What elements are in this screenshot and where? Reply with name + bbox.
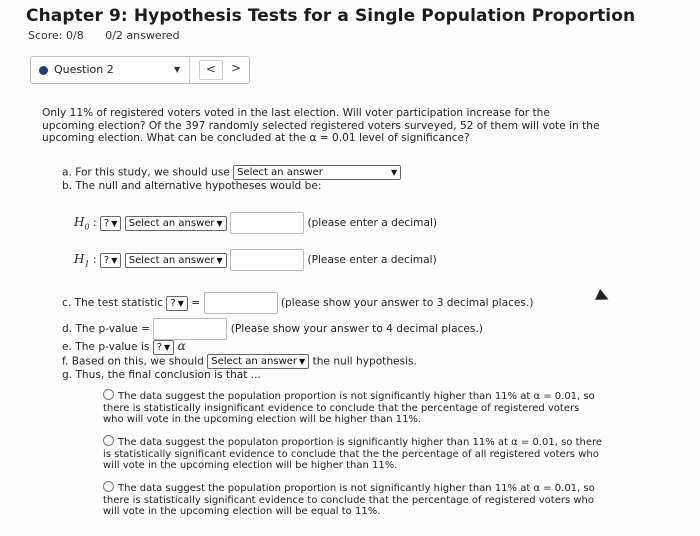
chevron-down-icon: ▼ [216,218,223,228]
part-d-text: d. The p-value = [62,323,150,335]
caret-down-icon: ▼ [174,65,181,74]
h0-row [74,212,437,234]
h0-symbol [74,215,90,232]
h0-parameter-select-value: Select an answer [128,217,215,229]
h1-subscript: 1 [84,259,90,269]
h0-value-input[interactable] [230,212,304,234]
h1-colon: : [92,254,97,266]
radio-button-icon[interactable] [103,435,114,446]
h1-symbol-select[interactable] [100,253,121,268]
h1-letter: H [74,252,85,266]
radio-button-icon[interactable] [103,481,114,492]
radio-button-icon[interactable] [103,389,114,400]
answered-text: 0/2 answered [105,29,180,42]
decision-select-value: Select an answer [211,356,298,367]
test-statistic-select-value: ? [170,297,176,309]
part-f-suffix: the null hypothesis. [312,355,417,368]
chevron-down-icon: ▼ [177,298,184,308]
conclusion-option-3[interactable] [103,481,603,518]
h0-symbol-select[interactable] [100,216,121,231]
chevron-down-icon: ▼ [164,342,171,352]
next-question-button[interactable]: > [230,61,242,75]
p-value-comparison-select-value: ? [156,341,163,353]
h1-parameter-select-value: Select an answer [128,254,215,266]
part-a-text: a. For this study, we should use [62,166,230,179]
conclusion-option-2[interactable] [103,435,603,472]
h0-subscript: 0 [84,222,90,232]
part-f-text: f. Based on this, we should [62,355,204,368]
test-type-select-value: Select an answer [237,167,323,178]
h0-parameter-select[interactable] [125,216,227,231]
h1-hint: (Please enter a decimal) [307,254,437,266]
previous-question-button[interactable]: < [199,60,223,80]
h0-hint: (please enter a decimal) [307,217,438,229]
problem-text: Only 11% of registered voters voted in the last election. Will voter participation increase for the upcoming election? Of the 397 randomly selected registered voters surveyed, 52 of them will vote in the upcoming election. What can be concluded at the α = 0.01 level of significance? [42,107,600,144]
part-a [62,165,401,180]
chevron-down-icon: ▼ [216,255,223,265]
p-value-comparison-select[interactable] [153,340,174,355]
h0-letter: H [74,215,85,229]
h1-value-input[interactable] [230,249,304,271]
h1-row [74,249,437,271]
conclusion-option-1-text: The data suggest the population proportion is not significantly higher than 11% at α = 0.01, so there is statistically insignificant evidence to conclude that the percentage of registered voters who will vote in the upcoming election will be higher than 11%. [103,391,595,425]
mouse-cursor-icon [595,289,611,305]
part-e [62,339,186,355]
part-f [62,354,417,369]
score-text: Score: 0/8 [28,29,84,42]
h1-parameter-select[interactable] [125,253,227,268]
chevron-down-icon: ▼ [299,357,306,366]
h0-symbol-select-value: ? [103,217,110,229]
p-value-input[interactable] [153,318,227,340]
part-c [62,292,533,314]
question-status-dot-icon [39,66,48,75]
part-e-text: e. The p-value is [62,341,150,353]
test-statistic-input[interactable] [204,292,278,314]
test-statistic-select[interactable] [166,296,187,311]
h1-symbol-select-value: ? [103,254,110,266]
chevron-down-icon: ▼ [390,168,398,177]
part-d [62,318,483,340]
alpha-symbol: α [177,339,186,353]
part-d-hint: (Please show your answer to 4 decimal places.) [230,323,483,335]
conclusion-option-3-text: The data suggest the population proportion is not significantly higher than 11% at α = 0.01, so there is statistically significant evidence to conclude that the percentage of registered voters who will vote in the upcoming election will be equal to 11%. [103,483,595,517]
page-title: Chapter 9: Hypothesis Tests for a Single Population Proportion [26,6,636,26]
question-nav [30,56,250,84]
score-line [28,29,198,42]
chevron-down-icon: ▼ [111,218,118,228]
conclusion-option-1[interactable] [103,389,603,426]
question-select-label: Question 2 [54,63,114,76]
decision-select[interactable] [207,354,309,369]
part-c-text: c. The test statistic [62,297,164,309]
h1-symbol [74,252,90,269]
part-c-hint: (please show your answer to 3 decimal places.) [280,297,534,309]
equals-sign: = [191,297,201,309]
part-g-text: g. Thus, the final conclusion is that ... [62,369,261,381]
test-type-select[interactable] [233,165,401,180]
h0-colon: : [92,217,97,229]
question-select[interactable] [31,57,190,83]
chevron-down-icon: ▼ [111,255,118,265]
conclusion-option-2-text: The data suggest the populaton proportion is significantly higher than 11% at α = 0.01, so there is statistically significant evidence to conclude that the the percentage of all registered voters who will vote in the upcoming election will be higher than 11%. [103,437,603,471]
part-b-text: b. The null and alternative hypotheses would be: [62,180,322,192]
